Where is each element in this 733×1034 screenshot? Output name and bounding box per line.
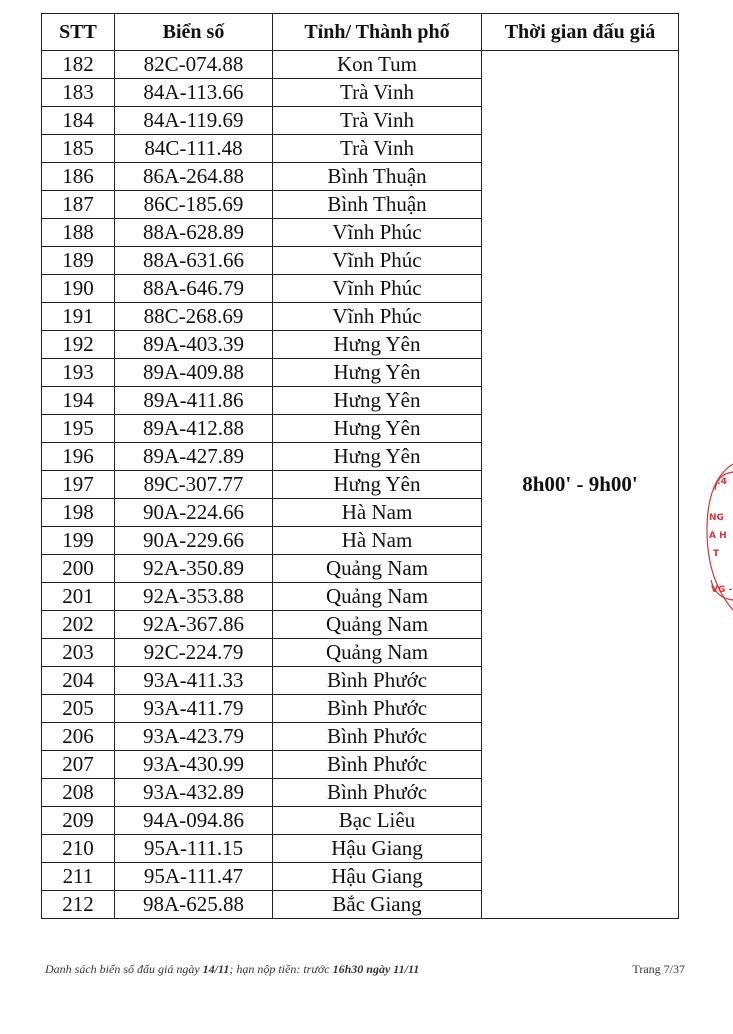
- row-province: Trà Vinh: [273, 79, 482, 107]
- row-province: Hà Nam: [273, 527, 482, 555]
- row-stt: 186: [42, 163, 115, 191]
- header-stt: STT: [42, 14, 115, 51]
- row-province: Bạc Liêu: [273, 807, 482, 835]
- row-stt: 212: [42, 891, 115, 919]
- svg-text:Á H: Á H: [709, 531, 727, 541]
- row-stt: 193: [42, 359, 115, 387]
- stamp-icon: [703, 460, 733, 630]
- row-province: Trà Vinh: [273, 107, 482, 135]
- row-stt: 191: [42, 303, 115, 331]
- row-plate: 94A-094.86: [115, 807, 273, 835]
- row-plate: 84A-119.69: [115, 107, 273, 135]
- row-province: Bình Thuận: [273, 191, 482, 219]
- header-plate: Biển số: [115, 14, 273, 51]
- row-plate: 89A-412.88: [115, 415, 273, 443]
- row-plate: 88C-268.69: [115, 303, 273, 331]
- row-province: Vĩnh Phúc: [273, 219, 482, 247]
- row-stt: 210: [42, 835, 115, 863]
- row-plate: 84C-111.48: [115, 135, 273, 163]
- row-stt: 198: [42, 499, 115, 527]
- row-province: Bình Phước: [273, 695, 482, 723]
- svg-text:T: T: [713, 549, 720, 559]
- row-province: Quảng Nam: [273, 611, 482, 639]
- row-plate: 93A-423.79: [115, 723, 273, 751]
- row-plate: 88A-628.89: [115, 219, 273, 247]
- red-stamp-fragment: [703, 460, 733, 630]
- row-province: Hưng Yên: [273, 443, 482, 471]
- svg-text:VG -: VG -: [711, 585, 733, 595]
- row-province: Vĩnh Phúc: [273, 303, 482, 331]
- row-stt: 197: [42, 471, 115, 499]
- header-province: Tỉnh/ Thành phố: [273, 14, 482, 51]
- footer-prefix: Danh sách biển số đấu giá ngày: [45, 962, 203, 976]
- footer-date: 14/11: [202, 962, 230, 976]
- row-province: Hưng Yên: [273, 415, 482, 443]
- row-plate: 92A-367.86: [115, 611, 273, 639]
- auction-time-cell: 8h00' - 9h00': [482, 51, 679, 919]
- row-plate: 89A-411.86: [115, 387, 273, 415]
- row-plate: 86C-185.69: [115, 191, 273, 219]
- row-province: Bình Thuận: [273, 163, 482, 191]
- row-province: Bắc Giang: [273, 891, 482, 919]
- row-province: Bình Phước: [273, 667, 482, 695]
- row-plate: 95A-111.15: [115, 835, 273, 863]
- row-stt: 187: [42, 191, 115, 219]
- plates-table: [41, 13, 679, 919]
- row-stt: 201: [42, 583, 115, 611]
- row-plate: 86A-264.88: [115, 163, 273, 191]
- row-stt: 209: [42, 807, 115, 835]
- svg-text::4: :4: [717, 477, 727, 487]
- row-stt: 188: [42, 219, 115, 247]
- row-province: Kon Tum: [273, 51, 482, 79]
- row-province: Hưng Yên: [273, 359, 482, 387]
- row-province: Hưng Yên: [273, 471, 482, 499]
- row-stt: 183: [42, 79, 115, 107]
- row-province: Hưng Yên: [273, 387, 482, 415]
- row-stt: 206: [42, 723, 115, 751]
- row-plate: 88A-646.79: [115, 275, 273, 303]
- row-plate: 98A-625.88: [115, 891, 273, 919]
- row-stt: 211: [42, 863, 115, 891]
- row-province: Bình Phước: [273, 751, 482, 779]
- row-province: Quảng Nam: [273, 555, 482, 583]
- row-province: Bình Phước: [273, 723, 482, 751]
- footer-middle: ; hạn nộp tiền: trước: [229, 962, 333, 976]
- table-body: [42, 51, 679, 919]
- footer-note: [45, 962, 685, 977]
- row-stt: 203: [42, 639, 115, 667]
- row-province: Vĩnh Phúc: [273, 247, 482, 275]
- row-plate: 92C-224.79: [115, 639, 273, 667]
- table-row: [42, 51, 679, 79]
- row-stt: 192: [42, 331, 115, 359]
- row-stt: 189: [42, 247, 115, 275]
- row-plate: 93A-411.79: [115, 695, 273, 723]
- table-header-row: [42, 14, 679, 51]
- footer-deadline: 16h30 ngày 11/11: [332, 962, 420, 976]
- row-plate: 92A-353.88: [115, 583, 273, 611]
- row-stt: 194: [42, 387, 115, 415]
- row-plate: 93A-411.33: [115, 667, 273, 695]
- row-stt: 196: [42, 443, 115, 471]
- row-province: Quảng Nam: [273, 639, 482, 667]
- svg-text:NG: NG: [709, 513, 724, 523]
- row-stt: 208: [42, 779, 115, 807]
- row-province: Hưng Yên: [273, 331, 482, 359]
- row-stt: 184: [42, 107, 115, 135]
- header-auction-time: Thời gian đấu giá: [482, 14, 679, 51]
- row-stt: 202: [42, 611, 115, 639]
- row-plate: 92A-350.89: [115, 555, 273, 583]
- row-plate: 90A-224.66: [115, 499, 273, 527]
- row-plate: 89A-427.89: [115, 443, 273, 471]
- row-province: Hậu Giang: [273, 863, 482, 891]
- row-plate: 93A-432.89: [115, 779, 273, 807]
- row-stt: 204: [42, 667, 115, 695]
- row-stt: 205: [42, 695, 115, 723]
- row-stt: 185: [42, 135, 115, 163]
- row-plate: 88A-631.66: [115, 247, 273, 275]
- row-province: Hậu Giang: [273, 835, 482, 863]
- row-plate: 89A-409.88: [115, 359, 273, 387]
- row-stt: 207: [42, 751, 115, 779]
- row-stt: 190: [42, 275, 115, 303]
- row-plate: 84A-113.66: [115, 79, 273, 107]
- row-stt: 182: [42, 51, 115, 79]
- row-province: Bình Phước: [273, 779, 482, 807]
- row-stt: 195: [42, 415, 115, 443]
- row-stt: 200: [42, 555, 115, 583]
- page-number: Trang 7/37: [632, 962, 685, 976]
- row-plate: 93A-430.99: [115, 751, 273, 779]
- row-plate: 95A-111.47: [115, 863, 273, 891]
- row-plate: 82C-074.88: [115, 51, 273, 79]
- row-province: Quảng Nam: [273, 583, 482, 611]
- row-province: Trà Vinh: [273, 135, 482, 163]
- row-plate: 90A-229.66: [115, 527, 273, 555]
- row-province: Hà Nam: [273, 499, 482, 527]
- row-stt: 199: [42, 527, 115, 555]
- row-plate: 89C-307.77: [115, 471, 273, 499]
- row-province: Vĩnh Phúc: [273, 275, 482, 303]
- row-plate: 89A-403.39: [115, 331, 273, 359]
